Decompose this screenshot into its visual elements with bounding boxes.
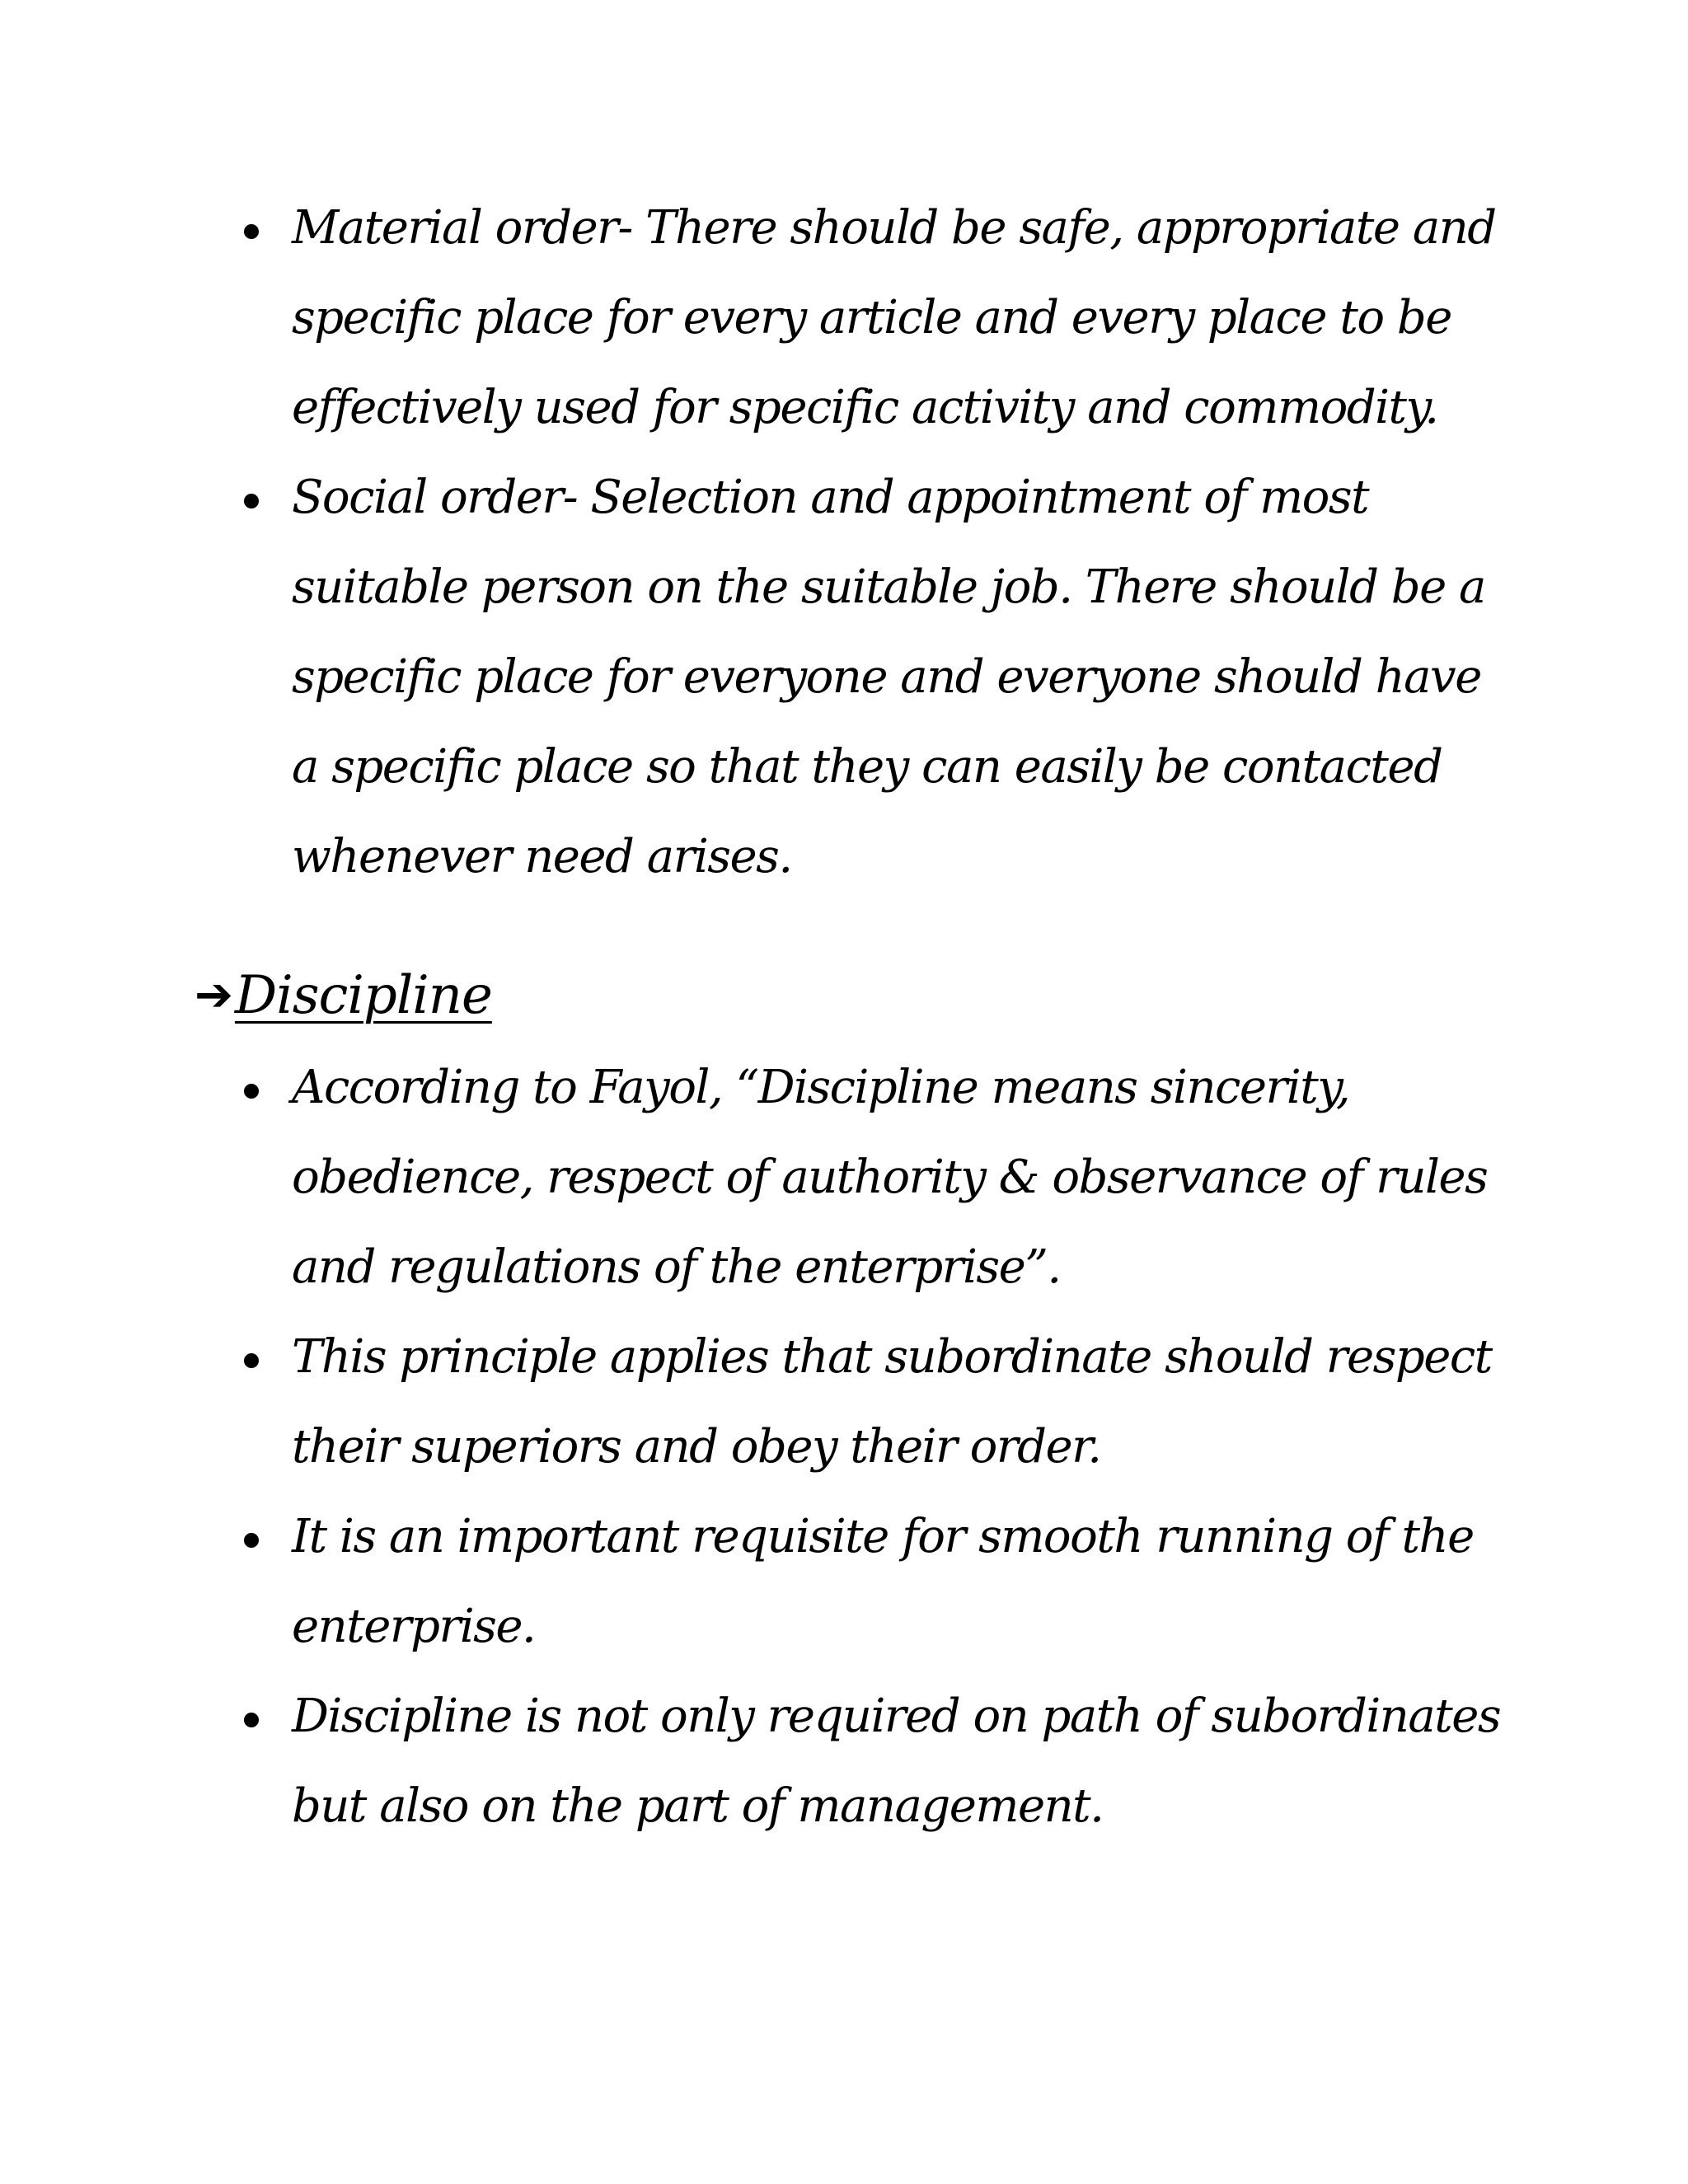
section-heading <box>195 954 492 1037</box>
bullet-icon <box>244 224 259 239</box>
list-item-text: Material order- There should be safe, appropriate and specific place for every article and every place to be effectively used for specific activity and commodity. <box>292 201 1496 434</box>
list-item <box>0 1671 1503 1851</box>
bullet-icon <box>244 1084 259 1099</box>
bullet-icon <box>244 1713 259 1727</box>
section-heading-title: Discipline <box>234 965 492 1026</box>
list-item-text: Social order- Selection and appointment of most suitable person on the suitable job. There should be a specific place for everyone and everyone should have a specific place so that they can easily be contacted whenever need arises. <box>292 471 1485 883</box>
list-item <box>0 452 1503 902</box>
bullet-icon <box>244 1533 259 1548</box>
list-item <box>0 1043 1503 1312</box>
list-item <box>0 1492 1503 1671</box>
bullet-icon <box>244 1353 259 1368</box>
list-item-text: It is an important requisite for smooth running of the enterprise. <box>292 1510 1474 1653</box>
discipline-bullet-list <box>0 1043 1688 1851</box>
list-item-text: This principle applies that subordinate should respect their superiors and obey their order. <box>292 1330 1492 1474</box>
list-item-text: According to Fayol, “Discipline means sincerity, obedience, respect of authority & observance of rules and regulations of the enterprise”. <box>292 1061 1488 1294</box>
list-item <box>0 1312 1503 1492</box>
list-item-text: Discipline is not only required on path of subordinates but also on the part of management. <box>292 1690 1501 1833</box>
list-item <box>0 183 1503 452</box>
order-bullet-list <box>0 183 1688 902</box>
right-arrow-icon: ➔ <box>195 968 233 1022</box>
bullet-icon <box>244 494 259 509</box>
